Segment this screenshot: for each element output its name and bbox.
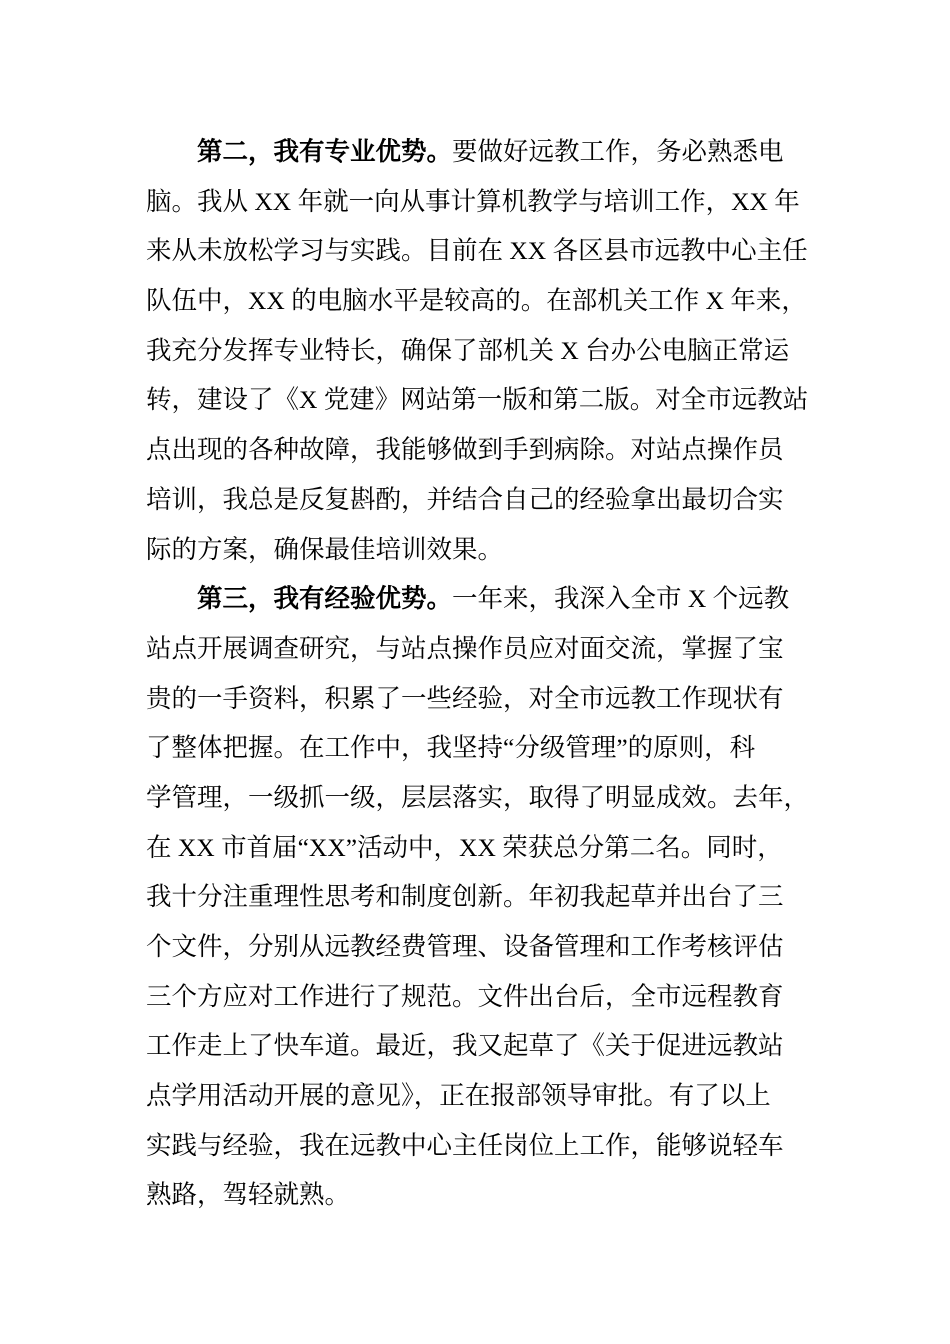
- text-line: 队伍中，XX 的电脑水平是较高的。在部机关工作 X 年来，: [146, 286, 807, 316]
- text-line: 三个方应对工作进行了规范。文件出台后，全市远程教育: [146, 981, 784, 1011]
- paragraph-professional-advantage: [146, 127, 846, 574]
- text-line: 在 XX 市首届“XX”活动中，XX 荣获总分第二名。同时，: [146, 832, 783, 862]
- text-line: 了整体把握。在工作中，我坚持“分级管理”的原则，科: [146, 733, 756, 763]
- text-line: [146, 127, 846, 177]
- text-line: 际的方案，确保最佳培训效果。: [146, 534, 504, 564]
- text-line: 实践与经验，我在远教中心主任岗位上工作，能够说轻车: [146, 1130, 784, 1160]
- text-line: 我充分发挥专业特长，确保了部机关 X 台办公电脑正常运: [146, 335, 790, 365]
- paragraph-lead: 第二，我有专业优势。: [197, 137, 453, 166]
- text-line: 点学用活动开展的意见》，正在报部领导审批。有了以上: [146, 1081, 771, 1111]
- paragraph-experience-advantage: [146, 574, 846, 1220]
- text-line: 熟路，驾轻就熟。: [146, 1180, 351, 1210]
- text-line: 学管理，一级抓一级，层层落实，取得了明显成效。去年，: [146, 782, 810, 812]
- text-line-rest: 要做好远教工作，务必熟悉电: [452, 137, 784, 166]
- text-line: 站点开展调查研究，与站点操作员应对面交流，掌握了宝: [146, 633, 784, 663]
- text-line: 脑。我从 XX 年就一向从事计算机教学与培训工作，XX 年: [146, 186, 800, 216]
- text-line: [146, 574, 846, 624]
- text-line: 培训，我总是反复斟酌，并结合自己的经验拿出最切合实: [146, 484, 784, 514]
- text-line: 转，建设了《X 党建》网站第一版和第二版。对全市远教站: [146, 385, 809, 415]
- text-line: 个文件，分别从远教经费管理、设备管理和工作考核评估: [146, 932, 784, 961]
- text-line: 点出现的各种故障，我能够做到手到病除。对站点操作员: [146, 435, 784, 465]
- text-line: 我十分注重理性思考和制度创新。年初我起草并出台了三: [146, 882, 784, 912]
- text-line-rest: 一年来，我深入全市 X 个远教: [452, 584, 790, 614]
- paragraph-lead: 第三，我有经验优势。: [197, 584, 453, 614]
- text-line: 工作走上了快车道。最近，我又起草了《关于促进远教站: [146, 1031, 784, 1061]
- text-line: 贵的一手资料，积累了一些经验，对全市远教工作现状有: [146, 683, 784, 713]
- text-line: 来从未放松学习与实践。目前在 XX 各区县市远教中心主任: [146, 236, 808, 266]
